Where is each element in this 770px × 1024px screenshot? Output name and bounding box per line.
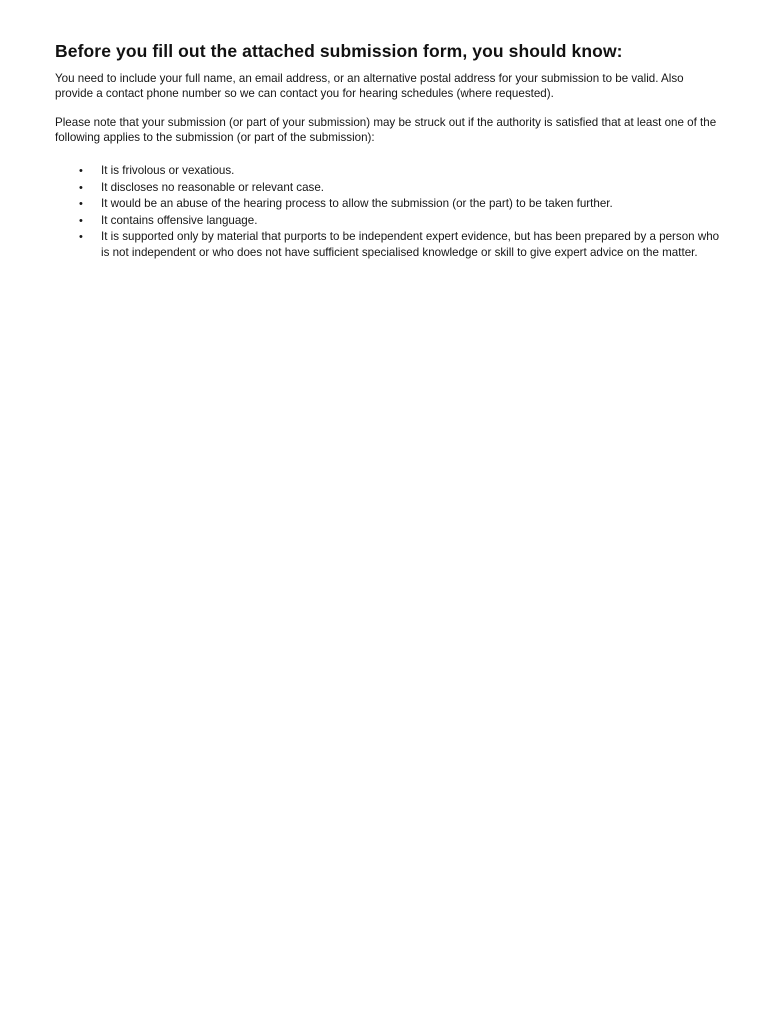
- strike-out-reasons-list: [55, 163, 720, 261]
- strike-out-notice-paragraph: Please note that your submission (or part of your submission) may be struck out if the authority is satisfied that at least one of the following applies to the submission (or part of the submission):: [55, 116, 717, 144]
- document-content: [55, 40, 720, 262]
- page-title: Before you fill out the attached submission form, you should know:: [55, 41, 623, 61]
- list-item-text: It is supported only by material that purports to be independent expert evidence, but has been prepared by a person who is not independent or who does not have sufficient specialised knowledge or skill to give expert advice on the matter.: [101, 230, 720, 260]
- list-item-text: It is frivolous or vexatious.: [101, 164, 235, 178]
- list-item: [55, 196, 720, 212]
- list-item: [55, 229, 720, 262]
- bullet-icon: •: [79, 198, 83, 211]
- bullet-icon: •: [79, 181, 83, 194]
- list-item: [55, 213, 720, 229]
- bullet-icon: •: [79, 165, 83, 178]
- list-item: [55, 180, 720, 196]
- bullet-icon: •: [79, 231, 83, 243]
- list-item-text: It would be an abuse of the hearing process to allow the submission (or the part) to be taken further.: [101, 197, 613, 211]
- list-item-text: It discloses no reasonable or relevant case.: [101, 180, 324, 194]
- bullet-icon: •: [79, 214, 83, 227]
- requirements-paragraph: You need to include your full name, an email address, or an alternative postal address for your submission to be valid. Also provide a contact phone number so we can contact you for hearing schedules (where requested).: [55, 72, 684, 100]
- list-item: [55, 163, 720, 179]
- list-item-text: It contains offensive language.: [101, 213, 258, 227]
